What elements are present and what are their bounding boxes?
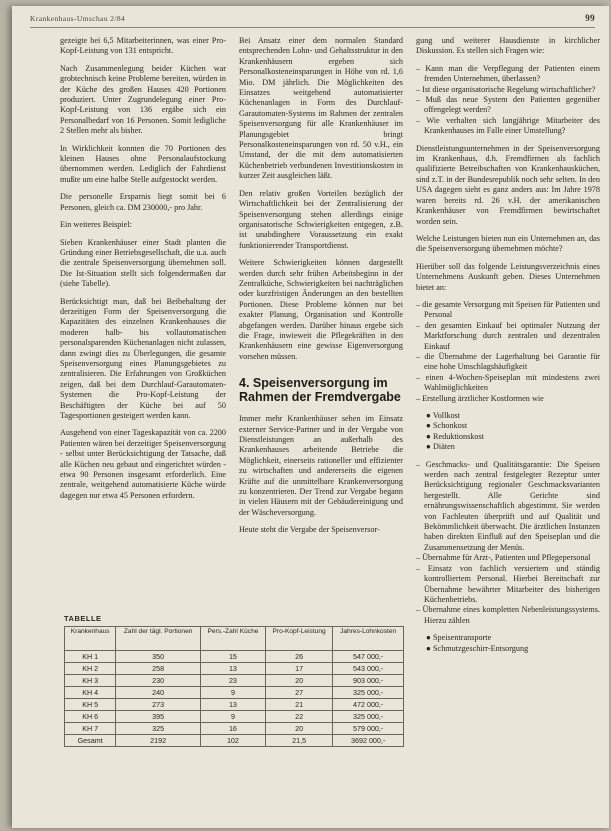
table-cell: Gesamt [65, 735, 116, 747]
column-header: Krankenhaus [65, 627, 116, 651]
table-title: TABELLE [64, 614, 102, 623]
list-item [416, 411, 600, 421]
list-item-text: die gesamte Versorgung mit Speisen für Patienten und Personal [422, 299, 600, 320]
table-cell: KH 4 [65, 687, 116, 699]
list-item: – Einsatz von fachlich versiertem und ständig kontrolliertem Personal. Hierbei Bereitschaft zur Übernahme bewährter Mitarbeiter des bisherigen Küchenbetriebs. [416, 563, 600, 604]
list-item-text: Erstellung ärztlicher Kostformen wie [422, 393, 544, 403]
table-cell: 325 [116, 723, 201, 735]
table-row [65, 663, 404, 675]
table-cell: 102 [200, 735, 265, 747]
list-item: – Geschmacks- und Qualitätsgarantie: Die Speisen werden nach zentral festgelegter Rezeptur unter Berücksichtigung regionaler Geschmacksvarianten hergestellt. Alle Gerichte sind ernährungswissenschaftlich abgestimmt. Sie werden von Fachleuten überprüft und auf Qualität und Bekömmlichkeit überwacht. Die ärztlichen Instanzen haben direkten Einfluß auf den Speiseplan und die Zusammensetzung der Menüs. [416, 459, 600, 552]
table-cell: 23 [200, 675, 265, 687]
section-heading: 4. Speisenversorgung im Rahmen der Fremdvergabe [239, 376, 401, 405]
table-cell: 9 [200, 687, 265, 699]
list-item [416, 633, 600, 643]
table-row [65, 687, 404, 699]
table-cell: 325 000,- [333, 711, 404, 723]
list-item: – einen 4-Wochen-Speiseplan mit mindestens zwei Wahlmöglichkeiten [416, 372, 600, 393]
column-3 [416, 36, 600, 826]
table-cell: 26 [265, 651, 332, 663]
paragraph: Die personelle Ersparnis liegt somit bei 6 Personen, gleich ca. DM 230000,- pro Jahr. [60, 192, 226, 212]
table-row [65, 651, 404, 663]
column-2 [239, 36, 403, 616]
table-cell: 20 [265, 675, 332, 687]
service-list [416, 300, 600, 404]
table-cell: 543 000,- [333, 663, 404, 675]
column-1 [60, 36, 226, 606]
paragraph: Dienstleistungsunternehmen in der Speisenversorgung im Krankenhaus, d.h. Fremdfirmen als fachlich qualifizierte Betreibschaften von Krankenhausküchen, sind z.T. in der Bundesrepublik noch sehr selten. In den USA dagegen sieht es ganz anders aus: Im Jahre 1978 waren bereits rd. 26 v.H. der amerikanischen Krankenhäuser von Fremdfirmen bewirtschaftet worden sein. [416, 143, 600, 226]
table-cell: 13 [200, 699, 265, 711]
paragraph: Immer mehr Krankenhäuser sehen im Einsatz externer Service-Partner und in der Vergabe von Dienstleistungen an außerhalb des Krankenhauses arbeitende Betriebe die Möglichkeit, einerseits rationeller und effizienter zu wirtschaften und andererseits die eigenen Kräfte auf die unmittelbare Krankenversorgung zu konzentrieren. Der Trend zur Vergabe begann in vielen Häusern mit der Gebäudereinigung und der Wäscheversorgung. [239, 414, 403, 517]
column-header: Pro-Kopf-Leistung [265, 627, 332, 651]
table-cell: 17 [265, 663, 332, 675]
paragraph: Berücksichtigt man, daß bei Beibehaltung der derzeitigen Form der Speisenversorgung die Kapazitäten des einzelnen Krankenhauses die moderen halb- bis vollautomatischen personalsparenden Küchenanlagen nicht zulassen, dann zwingt dies zu Überlegungen, die gesamte Speisenversorgung eines Planungsgebietes zu zentralisieren. Die Erfahrungen von Großküchen zeigen, daß bei dem Durchlauf-Garautomaten-Systemen die Pro-Kopf-Leistung der Beschäftigten der Küche bei auf 50 Tagesportionen gesteigert werden kann. [60, 296, 226, 420]
list-item: – Ist diese organisatorische Regelung wirtschaftlicher? [416, 84, 596, 94]
table-cell: KH 3 [65, 675, 116, 687]
bullet-icon: ● [426, 633, 431, 643]
table-cell: 240 [116, 687, 201, 699]
paragraph: Welche Leistungen bieten nun ein Unternehmen an, das die Speisenversorgung übernehmen möchte? [416, 233, 600, 254]
table-cell: KH 6 [65, 711, 116, 723]
extra-list [416, 633, 600, 654]
service-list-2 [416, 460, 600, 627]
table-cell: KH 2 [65, 663, 116, 675]
table-cell: 27 [265, 687, 332, 699]
table-cell: 2192 [116, 735, 201, 747]
list-item: – Wie verhalten sich langjährige Mitarbeiter des Krankenhauses im Falle einer Umstellung? [416, 115, 600, 136]
table-cell: 258 [116, 663, 201, 675]
list-item-text: Wie verhalten sich langjährige Mitarbeiter des Krankenhauses im Falle einer Umstellung? [424, 115, 600, 136]
list-item [416, 442, 600, 452]
paragraph: Hierüber soll das folgende Leistungsverzeichnis eines Unternehmens Auskunft geben. Dieses Unternehmen bietet an: [416, 261, 600, 292]
bullet-icon: ● [426, 643, 431, 653]
list-item: – Muß das neue System den Patienten gegenüber offengelegt werden? [416, 95, 600, 115]
paragraph: Sieben Krankenhäuser einer Stadt planten die Gründung einer Betriebsgesellschaft, die u.a. auch die zentrale Speisenversorgung übernehmen soll. Die Ist-Situation stellt sich folgendermaßen dar (siehe Tabelle). [60, 237, 226, 289]
list-item-text: Einsatz von fachlich versiertem und ständig kontrolliertem Personal. Hierbei Bereitschaft zur Übernahme bewährter Mitarbeiter des bisherigen Küchenbetriebs. [424, 563, 600, 604]
table-cell: 579 000,- [333, 723, 404, 735]
question-list [416, 64, 600, 137]
page-number: 99 [585, 13, 595, 23]
table-cell: 472 000,- [333, 699, 404, 711]
table-row [65, 675, 404, 687]
header-rule [30, 27, 595, 28]
list-item [416, 432, 600, 442]
list-item-text: Schmutzgeschirr-Entsorgung [433, 643, 529, 653]
list-item: – Übernahme für Arzt-, Patienten und Pflegepersonal [416, 553, 591, 563]
paragraph: Weitere Schwierigkeiten können dargestellt werden durch sehr frühen Arbeitsbeginn in der Zentralküche, Schwierigkeiten bei nachträglichen oder kurzfristigen Änderungen an den bestellten Portionen. Diese Probleme können nur bei exakter Planung, Organisation und Kontrolle abgefangen werden. Darüber hinaus ergebe sich die Frage, inwieweit die Pflegekräften in den Krankenhäusern eine gewisse Eigenversorgung vorsehen müssen. [239, 258, 403, 361]
list-item [416, 644, 600, 654]
table-cell: 15 [200, 651, 265, 663]
list-item [416, 421, 600, 431]
list-item-text: Übernahme eines kompletten Nebenleistungssystems. Hierzu zählen [422, 605, 600, 625]
list-item-text: Ist diese organisatorische Regelung wirtschaftlicher? [422, 84, 596, 94]
table-cell: 325 000,- [333, 687, 404, 699]
list-item-text: einen 4-Wochen-Speiseplan mit mindestens zwei Wahlmöglichkeiten [424, 372, 600, 393]
table-row [65, 699, 404, 711]
paragraph: Heute steht die Vergabe der Speisenversor- [239, 525, 380, 535]
list-item-text: die Übernahme der Lagerhaltung bei Garantie für eine hohe Umschlagshäufigkeit [424, 351, 600, 372]
table-cell: 21,5 [265, 735, 332, 747]
list-item: – die gesamte Versorgung mit Speisen für Patienten und Personal [416, 299, 600, 320]
table-cell: 547 000,- [333, 651, 404, 663]
list-item-text: Schonkost [433, 421, 468, 431]
table-cell: 3692 000,- [333, 735, 404, 747]
list-item-text: den gesamten Einkauf bei optimaler Nutzung der Marktforschung durch zentralen und dezentralen Einkauf [424, 320, 600, 351]
paragraph: gung und weiterer Hausdienste in kirchlicher Diskussion. Es stellen sich Fragen wie: [416, 36, 600, 56]
paragraph: Ausgehend von einer Tageskapazität von ca. 2200 Patienten wären bei derzeitiger Speisenversorgung - selbst unter Berücksichtigung der Tatsache, daß alle Küchen neu gebaut und eingerichtet würden - etwa 90 Personen insgesamt erforderlich. Eine zentrale, weitgehend automatisierte Küche würde dagegen nur etwa 45 Personen erfordern. [60, 428, 226, 500]
paragraph: gezeigte bei 6,5 Mitarbeiterinnen, was einer Pro-Kopf-Leistung von 131 entspricht. [60, 36, 226, 56]
list-item: – die Übernahme der Lagerhaltung bei Garantie für eine hohe Umschlagshäufigkeit [416, 351, 600, 372]
list-item: – Übernahme eines kompletten Nebenleistungssystems. Hierzu zählen [416, 605, 600, 625]
table-cell: 350 [116, 651, 201, 663]
bullet-icon: ● [426, 411, 431, 420]
journal-page [12, 6, 609, 828]
bullet-icon: ● [426, 431, 431, 441]
column-header: Zahl der tägl. Portionen [116, 627, 201, 651]
table-cell: 395 [116, 711, 201, 723]
table-cell: 20 [265, 723, 332, 735]
list-item: – Erstellung ärztlicher Kostformen wie [416, 393, 544, 403]
diet-list [416, 411, 600, 453]
kitchen-table [64, 614, 404, 747]
list-item-text: Kann man die Verpflegung der Patienten einem fremden Unternehmen, überlassen? [424, 63, 600, 84]
list-item-text: Übernahme für Arzt-, Patienten und Pflegepersonal [422, 553, 591, 563]
bullet-icon: ● [426, 421, 431, 431]
table-cell: 903 000,- [333, 675, 404, 687]
paragraph: Bei Ansatz einer dem normalen Standard entsprechenden Lohn- und Gehaltsstruktur in den Krankenhäusern ergeben sich Personalkosteneinsparungen in Höhe von rd. 1,6 Mio. DM jährlich. Die Möglichkeiten des Einsatzes weitgehend automatisierter Küchenanlagen in Form des Durchlauf-Garautomaten-Systems im Rahmen der zentralen Speisenversorgung für alle Krankenhäuser im Planungsgebiet bringt Personalkosteneinsparungen von rd. 50 v.H., ein Umstand, der die mit dem automatisierten Küchenbetrieb verbundenen Investitionskosten in kurzer Zeit ausgleichen läßt. [239, 36, 403, 181]
table-row [65, 723, 404, 735]
list-item-text: Speisentransporte [433, 633, 492, 643]
column-header: Jahres-Lohnkosten [333, 627, 404, 651]
list-item-text: Vollkost [432, 411, 461, 420]
list-item: – Kann man die Verpflegung der Patienten einem fremden Unternehmen, überlassen? [416, 63, 600, 84]
table-total-row [65, 735, 404, 747]
table-cell: 22 [265, 711, 332, 723]
table-cell: KH 1 [65, 651, 116, 663]
table-cell: 13 [200, 663, 265, 675]
table-cell: KH 7 [65, 723, 116, 735]
list-item: – den gesamten Einkauf bei optimaler Nutzung der Marktforschung durch zentralen und dezentralen Einkauf [416, 320, 600, 351]
paragraph: Nach Zusammenlegung beider Küchen war grobtechnisch keine Probleme bereiten, würden in der Küche des großen Hauses 420 Portionen produziert. Unter Zugrundelegung einer Pro-Kopf-Leistung von 136 ergäbe sich ein Personalbedarf von 16 Personen. Somit ledigliche 2 Stellen mehr als bisher. [60, 63, 226, 136]
paragraph: Ein weiteres Beispiel: [60, 220, 132, 230]
running-header [30, 14, 595, 28]
table-cell: 21 [265, 699, 332, 711]
list-item-text: Diäten [433, 442, 455, 452]
paragraph: In Wirklichkeit konnten die 70 Portionen des kleinen Hauses ohne Personalaufstockung übernommen werden. Lediglich der Fahrdienst mußte um eine halbe Stelle aufgestockt werden. [60, 143, 226, 184]
table-row [65, 711, 404, 723]
bullet-icon: ● [426, 442, 431, 452]
table-cell: 16 [200, 723, 265, 735]
data-table [64, 626, 404, 747]
table-cell: 230 [116, 675, 201, 687]
column-header: Pers.-Zahl Küche [200, 627, 265, 651]
list-item-text: Reduktionskost [433, 431, 484, 441]
list-item-text: Geschmacks- und Qualitätsgarantie: Die Speisen werden nach zentral festgelegter Rezeptur unter Berücksichtigung regionaler Geschmacksvarianten hergestellt. Alle Gerichte sind ernährungswissenschaftlich abgestimmt. Sie werden von Fachleuten überprüft und auf Qualität und Bekömmlichkeit überwacht. Die ärztlichen Instanzen haben direkten Einfluß auf den Speiseplan und die Zusammensetzung der Menüs. [424, 459, 600, 552]
journal-title: Krankenhaus-Umschau 2/84 [30, 14, 126, 23]
table-cell: 273 [116, 699, 201, 711]
paragraph: Den relativ großen Vorteilen bezüglich der Wirtschaftlichkeit bei der Zentralisierung der Speisenversorgung stehen allerdings einige organisatorische Schwierigkeiten entgegen, z.B. ist unabdinghere Voraussetzung ein exakt funktionierender Transportdienst. [239, 188, 403, 250]
table-header-row [65, 627, 404, 651]
table-cell: 9 [200, 711, 265, 723]
list-item-text: Muß das neue System den Patienten gegenüber offengelegt werden? [424, 95, 600, 115]
table-cell: KH 5 [65, 699, 116, 711]
